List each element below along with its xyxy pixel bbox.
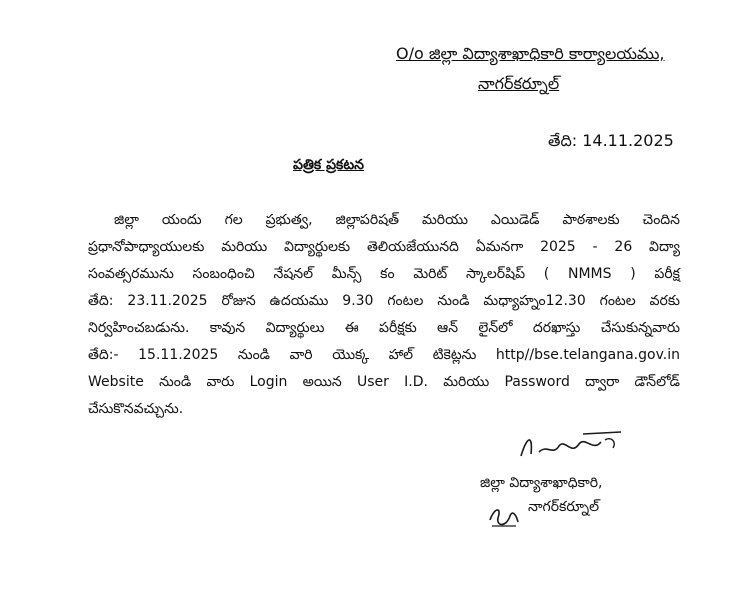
body-line: Website నుండి వారు Login అయిన User I.D. మరియు Password ద్వారా డౌన్‌లోడ్: [88, 374, 680, 390]
body-line: సంవత్సరమును సంబంధించి నేషనల్ మీన్స్ కం మెరిట్ స్కాలర్‌షిప్ ( NMMS ) పరీక్ష: [88, 266, 680, 282]
office-address-line: O/o జిల్లా విద్యాశాఖాధికారి కార్యాలయము,: [396, 44, 665, 63]
office-place-line: నాగర్‌కర్నూల్: [478, 74, 560, 93]
body-line: జిల్లా యందు గల ప్రభుత్వ, జిల్లాపరిషత్ మరియు ఎయిడెడ్ పాఠశాలకు చెందిన: [114, 212, 680, 228]
document-title: పత్రిక ప్రకటన: [293, 157, 364, 173]
handwritten-signature: [513, 426, 628, 466]
officer-designation: జిల్లా విద్యాశాఖాధికారి,: [480, 475, 603, 491]
body-line: ప్రధానోపాధ్యాయులకు మరియు విద్యార్థులకు తెలియజేయునది ఏమనగా 2025 - 26 విద్యా: [88, 239, 680, 255]
body-line: నిర్వహించబడును. కావున విద్యార్థులు ఈ పరీక్షకు ఆన్ లైన్‌లో దరఖాస్తు చేసుకున్నవారు: [88, 320, 680, 336]
body-line: చేసుకొనవచ్చును.: [88, 401, 184, 417]
officer-place: నాగర్‌కర్నూల్: [528, 499, 600, 515]
body-line: తేది:- 15.11.2025 నుండి వారి యొక్క హాల్ టికెట్లను http//bse.telangana.gov.in: [88, 347, 680, 363]
body-line: తేది: 23.11.2025 రోజున ఉదయము 9.30 గంటల నుండి మధ్యాహ్నం12.30 గంటల వరకు: [88, 293, 680, 309]
handwritten-initials: [486, 500, 522, 532]
body-paragraph: [88, 207, 680, 423]
issue-date: తేది: 14.11.2025: [548, 131, 674, 150]
